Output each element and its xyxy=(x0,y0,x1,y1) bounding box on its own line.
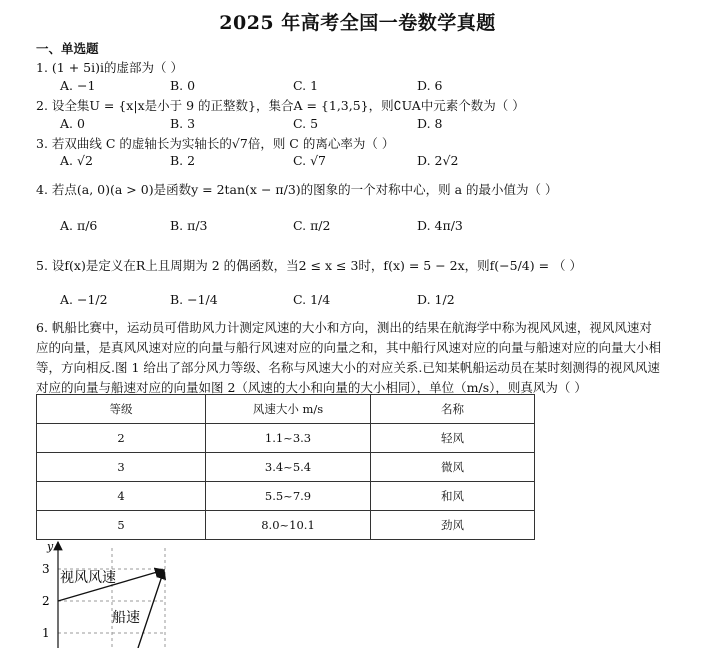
question-6-line: 应的向量，是真风风速对应的向量与船行风速对应的向量之和，其中船行风速对应的向量与船速对应的向量大小相 xyxy=(36,340,662,355)
option-c: C. √7 xyxy=(293,153,326,168)
table-cell: 8.0~10.1 xyxy=(206,511,371,540)
table-cell: 2 xyxy=(37,424,206,453)
option-b: B. 3 xyxy=(170,116,196,131)
option-c: C. 1/4 xyxy=(293,292,331,307)
question-6-line: 6. 帆船比赛中，运动员可借助风力计测定风速的大小和方向，测出的结果在航海学中称为视风风速，视风风速对 xyxy=(36,320,652,335)
table-cell: 1.1~3.3 xyxy=(206,424,371,453)
table-cell: 轻风 xyxy=(371,424,535,453)
column-header: 名称 xyxy=(371,395,535,424)
column-header: 风速大小 m/s xyxy=(206,395,371,424)
option-b: B. 2 xyxy=(170,153,196,168)
option-a: A. −1/2 xyxy=(60,292,108,307)
option-c: C. 5 xyxy=(293,116,319,131)
question-3: 3. 若双曲线 C 的虚轴长为实轴长的√7倍，则 C 的离心率为（ ） xyxy=(36,136,395,151)
table-header-row xyxy=(37,395,535,424)
table-cell: 劲风 xyxy=(371,511,535,540)
table-cell: 5 xyxy=(37,511,206,540)
option-a: A. 0 xyxy=(60,116,85,131)
apparent-wind-label: 视风风速 xyxy=(60,570,116,586)
option-d: D. 2√2 xyxy=(417,153,459,168)
option-b: B. −1/4 xyxy=(170,292,218,307)
page-title: 2025 年高考全国一卷数学真题 xyxy=(219,12,496,34)
question-6 xyxy=(36,318,708,398)
y-axis-label: y xyxy=(47,540,54,553)
table-cell: 4 xyxy=(37,482,206,511)
tick-label: 2 xyxy=(42,594,50,608)
question-6-line: 对应的向量与船速对应的向量如图 2（风速的大小和向量的大小相同），单位（m/s），则真风为（ ） xyxy=(36,380,587,395)
option-d: D. 6 xyxy=(417,78,443,93)
option-a: A. π/6 xyxy=(60,218,98,233)
table-cell: 微风 xyxy=(371,453,535,482)
option-c: C. π/2 xyxy=(293,218,331,233)
option-a: A. √2 xyxy=(60,153,93,168)
table-cell: 5.5~7.9 xyxy=(206,482,371,511)
option-d: D. 1/2 xyxy=(417,292,455,307)
question-5: 5. 设f(x)是定义在R上且周期为 2 的偶函数，当2 ≤ x ≤ 3时，f(x) = 5 − 2x，则f(−5/4) = （ ） xyxy=(36,258,583,273)
option-c: C. 1 xyxy=(293,78,319,93)
option-a: A. −1 xyxy=(60,78,96,93)
tick-label: 1 xyxy=(42,626,50,640)
question-1: 1. (1 + 5i)i的虚部为（ ） xyxy=(36,60,183,75)
tick-label: 3 xyxy=(42,562,50,576)
vector-figure xyxy=(30,538,210,648)
table-cell: 3 xyxy=(37,453,206,482)
boat-speed-label: 船速 xyxy=(112,610,140,626)
table-row xyxy=(37,511,535,540)
column-header: 等级 xyxy=(37,395,206,424)
wind-scale-table xyxy=(36,394,535,540)
question-4: 4. 若点(a, 0)(a > 0)是函数y = 2tan(x − π/3)的图象的一个对称中心，则 a 的最小值为（ ） xyxy=(36,182,558,197)
option-d: D. 8 xyxy=(417,116,443,131)
table-row xyxy=(37,424,535,453)
table-row xyxy=(37,453,535,482)
option-b: B. π/3 xyxy=(170,218,208,233)
table-row xyxy=(37,482,535,511)
question-2: 2. 设全集U = {x|x是小于 9 的正整数}，集合A = {1,3,5}，则∁UA中元素个数为（ ） xyxy=(36,98,525,113)
vector-segment xyxy=(138,570,164,648)
table-cell: 3.4~5.4 xyxy=(206,453,371,482)
section-heading: 一、单选题 xyxy=(36,41,99,56)
table-cell: 和风 xyxy=(371,482,535,511)
option-d: D. 4π/3 xyxy=(417,218,463,233)
option-b: B. 0 xyxy=(170,78,196,93)
question-6-line: 等，方向相反.图 1 给出了部分风力等级、名称与风速大小的对应关系.已知某帆船运动员在某时刻测得的视风风速 xyxy=(36,360,660,375)
